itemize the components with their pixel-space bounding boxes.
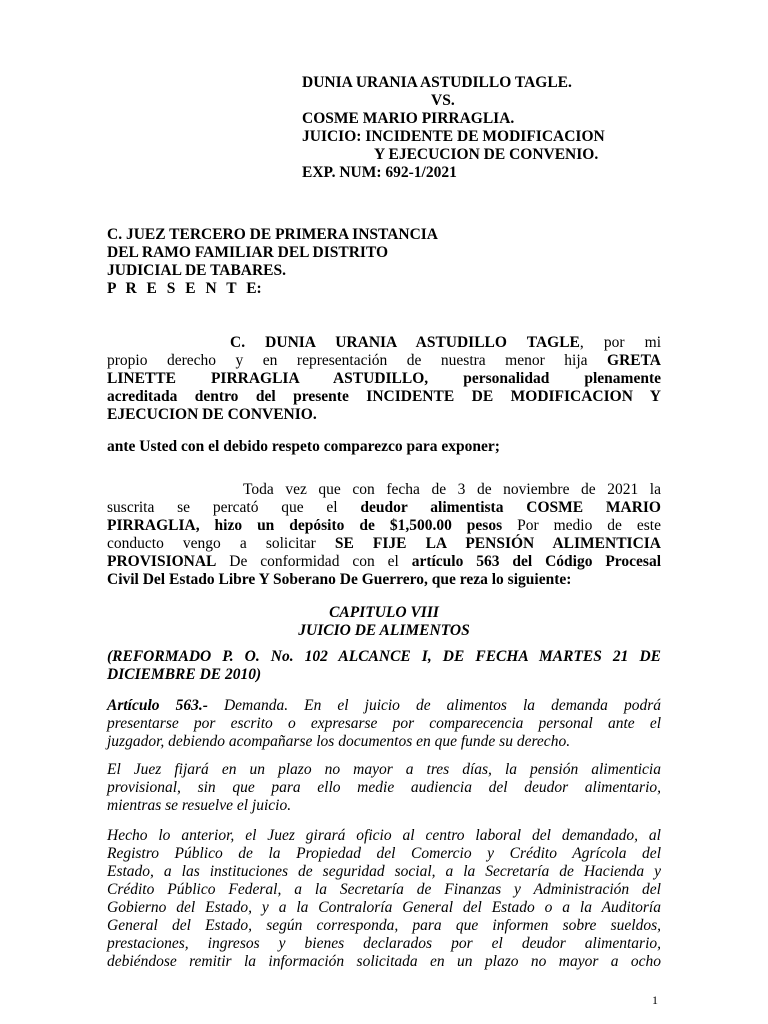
- para3-line8: debiéndose remitir la información solicitada en un plazo no mayor a ocho: [107, 953, 661, 970]
- body-line3: PIRRAGLIA, hizo un depósito de $1,500.00 pesos Por medio de este: [107, 517, 661, 534]
- presente-label: P R E S E N T E:: [107, 280, 262, 297]
- addressee-line2: DEL RAMO FAMILIAR DEL DISTRITO: [107, 244, 389, 261]
- juicio-line2: Y EJECUCION DE CONVENIO.: [374, 146, 599, 163]
- para3-line7: prestaciones, ingresos y bienes declarados por el deudor alimentario,: [107, 935, 661, 952]
- party2: COSME MARIO PIRRAGLIA.: [302, 110, 515, 127]
- para3-line4: Crédito Público Federal, a la Secretaría de Finanzas y Administración del: [107, 881, 661, 898]
- body-line4: conducto vengo a solicitar SE FIJE LA PENSIÓN ALIMENTICIA: [107, 535, 661, 552]
- para2-line1: El Juez fijará en un plazo no mayor a tres días, la pensión alimenticia: [107, 761, 661, 778]
- chapter-title: CAPITULO VIII: [329, 604, 439, 621]
- intro-line1: C. DUNIA URANIA ASTUDILLO TAGLE, por mi: [230, 334, 662, 351]
- article-line3: juzgador, debiendo acompañarse los documentos en que funde su derecho.: [107, 733, 571, 750]
- para3-line1: Hecho lo anterior, el Juez girará oficio al centro laboral del demandado, al: [107, 827, 661, 844]
- body-line5: PROVISIONAL De conformidad con el artículo 563 del Código Procesal: [107, 553, 661, 570]
- article-line1: Artículo 563.- Demanda. En el juicio de alimentos la demanda podrá: [107, 697, 662, 714]
- para3-line5: Gobierno del Estado, y a la Contraloría General del Estado o a la Auditoría: [107, 899, 661, 916]
- ante-line: ante Usted con el debido respeto comparezco para exponer;: [107, 438, 500, 455]
- body-line1: Toda vez que con fecha de 3 de noviembre de 2021 la: [243, 481, 661, 498]
- juicio-line1: JUICIO: INCIDENTE DE MODIFICACION: [302, 128, 605, 145]
- body-line6: Civil Del Estado Libre Y Soberano De Guerrero, que reza lo siguiente:: [107, 571, 572, 588]
- para2-line3: mientras se resuelve el juicio.: [107, 797, 292, 814]
- para2-line2: provisional, sin que para ello medie audiencia del deudor alimentario,: [107, 779, 661, 796]
- addressee-line3: JUDICIAL DE TABARES.: [107, 262, 287, 279]
- versus: VS.: [431, 92, 455, 109]
- article-line2: presentarse por escrito o expresarse por comparecencia personal ante el: [107, 715, 661, 732]
- intro-line4: acreditada dentro del presente INCIDENTE DE MODIFICACION Y: [107, 388, 661, 405]
- para3-line3: Estado, a las instituciones de seguridad social, a la Secretaría de Hacienda y: [107, 863, 661, 880]
- intro-line5: EJECUCION DE CONVENIO.: [107, 406, 317, 423]
- para3-line2: Registro Público de la Propiedad del Comercio y Crédito Agrícola del: [107, 845, 661, 862]
- expediente: EXP. NUM: 692-1/2021: [302, 164, 457, 181]
- page-number: 1: [652, 993, 658, 1007]
- reform-line1: (REFORMADO P. O. No. 102 ALCANCE I, DE FECHA MARTES 21 DE: [107, 648, 661, 665]
- addressee-line1: C. JUEZ TERCERO DE PRIMERA INSTANCIA: [107, 226, 439, 243]
- body-line2: suscrita se percató que el deudor alimentista COSME MARIO: [107, 499, 661, 516]
- party1: DUNIA URANIA ASTUDILLO TAGLE.: [302, 74, 572, 91]
- para3-line6: General del Estado, según corresponda, para que informen sobre sueldos,: [107, 917, 661, 934]
- reform-line2: DICIEMBRE DE 2010): [107, 666, 262, 683]
- chapter-subtitle: JUICIO DE ALIMENTOS: [298, 622, 470, 639]
- intro-line2: propio derecho y en representación de nuestra menor hija GRETA: [107, 352, 661, 369]
- intro-line3: LINETTE PIRRAGLIA ASTUDILLO, personalidad plenamente: [107, 370, 661, 387]
